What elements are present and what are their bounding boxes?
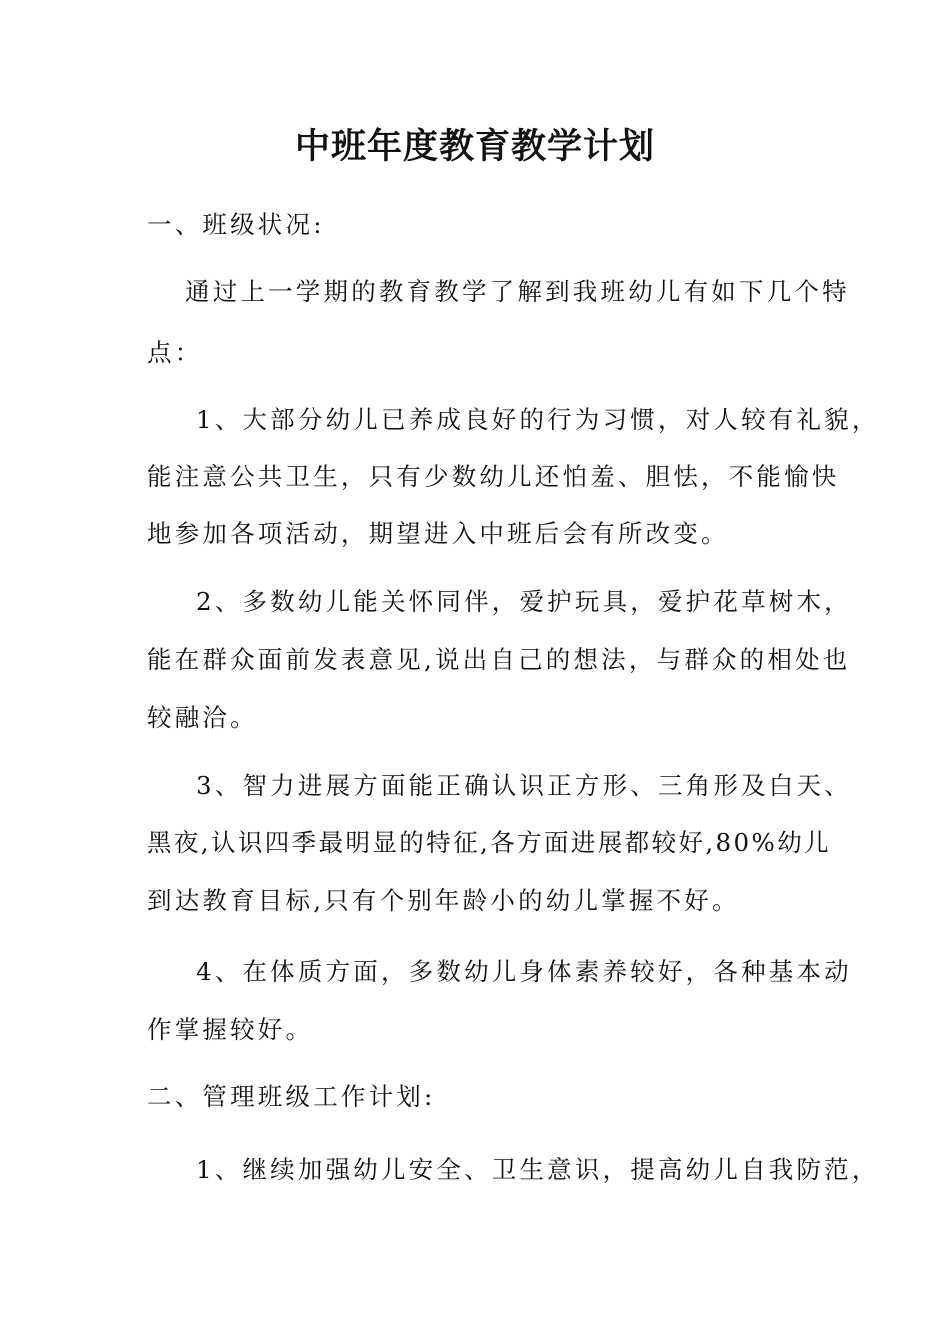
paragraph-line: 1、大部分幼儿已养成良好的行为习惯，对人较有礼貌， — [196, 405, 880, 434]
paragraph-line: 2、多数幼儿能关怀同伴，爱护玩具，爱护花草树木， — [196, 587, 852, 616]
section-heading-class-status: 一、班级状况: — [147, 210, 325, 239]
paragraph-line: 地参加各项活动，期望进入中班后会有所改变。 — [147, 519, 729, 548]
paragraph-line: 3、智力进展方面能正确认识正方形、三角形及白天、 — [196, 771, 852, 800]
paragraph-line: 较融洽。 — [147, 703, 258, 732]
paragraph-line: 点： — [147, 338, 203, 367]
paragraph-line: 通过上一学期的教育教学了解到我班幼儿有如下几个特 — [185, 277, 850, 306]
paragraph-line: 4、在体质方面，多数幼儿身体素养较好，各种基本动 — [196, 957, 852, 986]
section-heading-class-management: 二、管理班级工作计划: — [147, 1082, 436, 1111]
paragraph-line: 作掌握较好。 — [147, 1015, 314, 1044]
paragraph-line: 到达教育目标,只有个别年龄小的幼儿掌握不好。 — [147, 886, 740, 915]
paragraph-line: 黑夜,认识四季最明显的特征,各方面进展都较好,80%幼儿 — [147, 828, 832, 857]
paragraph-line: 能在群众面前发表意见,说出自己的想法，与群众的相处也 — [147, 645, 851, 674]
paragraph-line: 能注意公共卫生，只有少数幼儿还怕羞、胆怯，不能愉快 — [147, 462, 840, 491]
paragraph-line: 1、继续加强幼儿安全、卫生意识，提高幼儿自我防范， — [196, 1155, 880, 1184]
document-title: 中班年度教育教学计划 — [294, 126, 655, 167]
